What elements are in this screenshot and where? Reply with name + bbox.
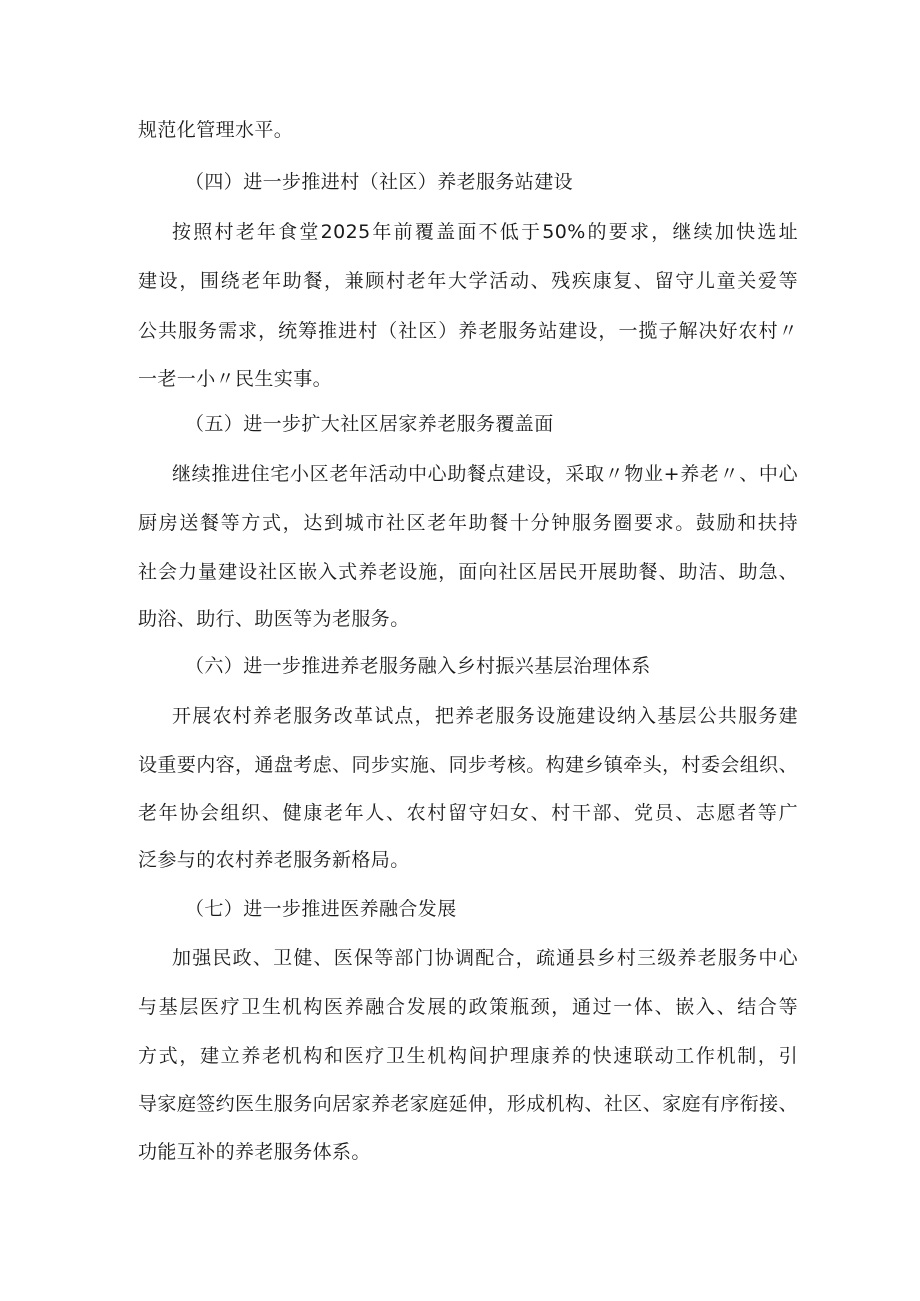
paragraph-line: 与基层医疗卫生机构医养融合发展的政策瓶颈，通过一体、嵌入、结合等: [138, 996, 798, 1018]
paragraph-line: 继续推进住宅小区老年活动中心助餐点建设，采取〃物业+养老〃、中心: [172, 463, 798, 485]
paragraph-line: 规范化管理水平。: [138, 119, 294, 141]
paragraph-line: 方式，建立养老机构和医疗卫生机构间护理康养的快速联动工作机制，引: [138, 1045, 798, 1067]
section-heading-5: （五）进一步扩大社区居家养老服务覆盖面: [185, 413, 554, 435]
paragraph-line: 社会力量建设社区嵌入式养老设施，面向社区居民开展助餐、助洁、助急、: [138, 561, 798, 583]
paragraph-line: 功能互补的养老服务体系。: [138, 1141, 371, 1163]
section-heading-6: （六）进一步推进养老服务融入乡村振兴基层治理体系: [185, 655, 651, 677]
paragraph-line: 导家庭签约医生服务向居家养老家庭延伸，形成机构、社区、家庭有序衔接、: [138, 1093, 798, 1115]
paragraph-line: 老年协会组织、健康老年人、农村留守妇女、村干部、党员、志愿者等广: [138, 802, 798, 824]
paragraph-line: 加强民政、卫健、医保等部门协调配合，疏通县乡村三级养老服务中心: [172, 947, 798, 969]
section-heading-4: （四）进一步推进村（社区）养老服务站建设: [185, 171, 574, 193]
paragraph-line: 助浴、助行、助医等为老服务。: [138, 608, 410, 630]
paragraph-line: 泛参与的农村养老服务新格局。: [138, 849, 410, 871]
paragraph-line: 一老一小〃民生实事。: [138, 368, 333, 390]
paragraph-line: 建设，围绕老年助餐，兼顾村老年大学活动、残疾康复、留守儿童关爱等: [138, 270, 798, 292]
paragraph-line: 公共服务需求，统筹推进村（社区）养老服务站建设，一揽子解决好农村〃: [138, 320, 798, 342]
paragraph-line: 开展农村养老服务改革试点，把养老服务设施建设纳入基层公共服务建: [172, 705, 798, 727]
paragraph-line: 按照村老年食堂2025年前覆盖面不低于50%的要求，继续加快选址: [172, 221, 798, 243]
section-heading-7: （七）进一步推进医养融合发展: [185, 898, 457, 920]
paragraph-line: 厨房送餐等方式，达到城市社区老年助餐十分钟服务圈要求。鼓励和扶持: [138, 512, 798, 534]
paragraph-line: 设重要内容，通盘考虑、同步实施、同步考核。构建乡镇牵头，村委会组织、: [138, 754, 798, 776]
